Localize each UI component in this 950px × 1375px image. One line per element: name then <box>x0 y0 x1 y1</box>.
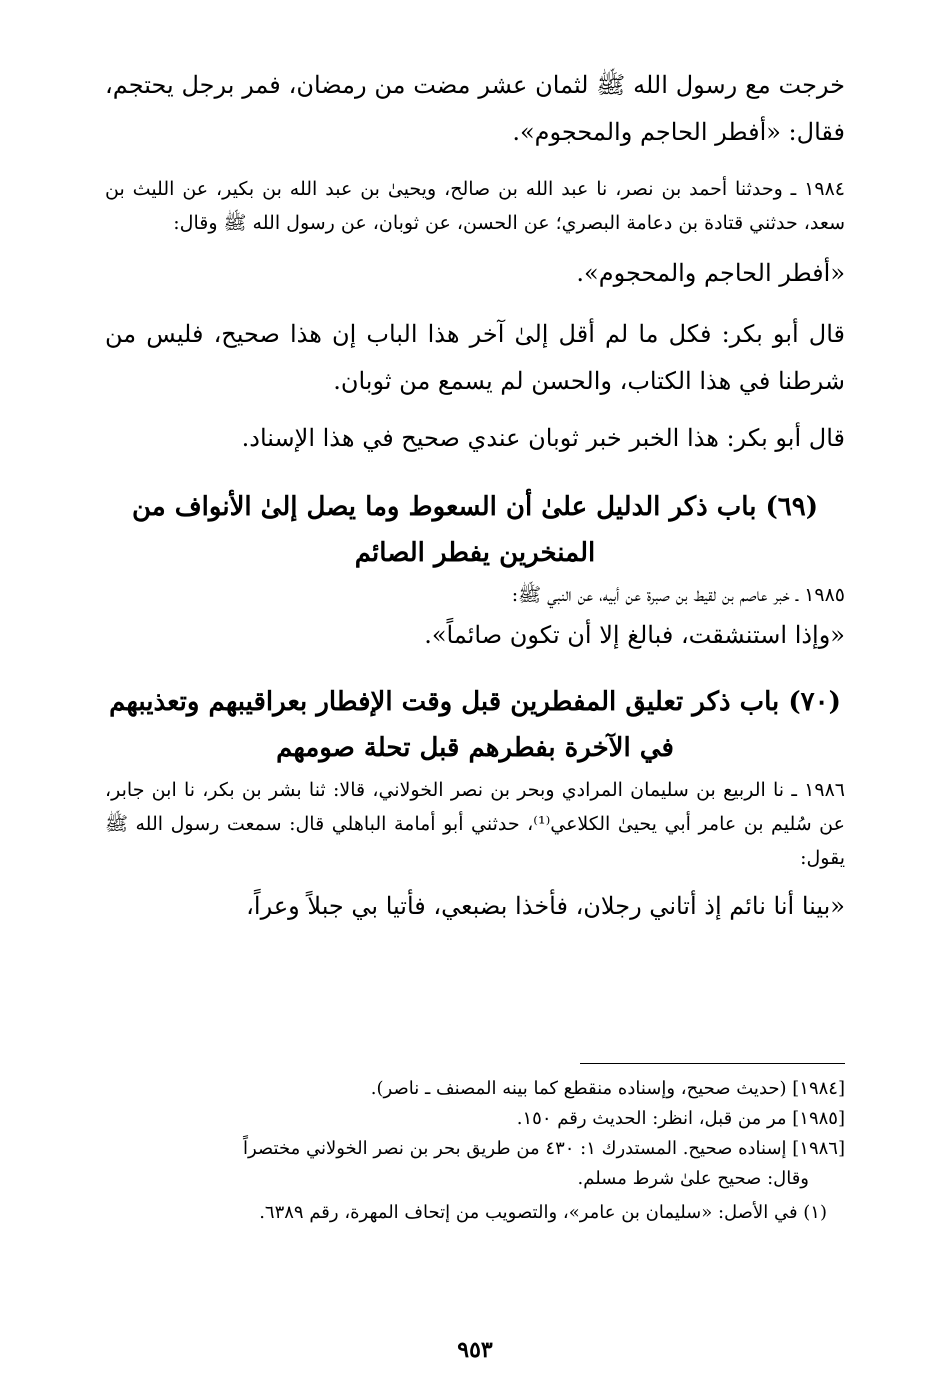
footnote-1985: [١٩٨٥] مر من قبل، انظر: الحديث رقم ١٥٠. <box>516 1108 845 1129</box>
footnote-1986-continuation: وقال: صحيح علىٰ شرط مسلم. <box>577 1168 809 1189</box>
hadith-1985-matn: «وإذا استنشقت، فبالغ إلا أن تكون صائماً». <box>424 621 845 649</box>
author-comment-2: قال أبو بكر: هذا الخبر خبر ثوبان عندي صحيح في هذا الإسناد. <box>241 424 845 452</box>
book-page <box>105 62 845 1363</box>
hadith-1984-isnad: ١٩٨٤ ـ وحدثنا أحمد بن نصر، نا عبد الله بن صالح، ويحيىٰ بن عبد الله بن بكير، عن الليث بن سعد، حدثني قتادة بن دعامة البصري؛ عن الحسن، عن ثوبان، عن رسول الله ﷺ وقال: <box>105 178 845 234</box>
footnotes <box>105 1074 845 1228</box>
chapter-69-heading: (٦٩) باب ذكر الدليل علىٰ أن السعوط وما يصل إلىٰ الأنواف من المنخرين يفطر الصائم <box>131 492 819 568</box>
chapter-70-heading: (٧٠) باب ذكر تعليق المفطرين قبل وقت الإفطار بعراقيبهم وتعذيبهم في الآخرة بفطرهم قبل تحلة صومهم <box>109 687 841 763</box>
footnote-1986: [١٩٨٦] إسناده صحيح. المستدرك ١: ٤٣٠ من طريق بحر بن نصر الخولاني مختصراً <box>243 1138 845 1159</box>
hadith-1986-matn: «بينا أنا نائم إذ أتاني رجلان، فأخذا بضبعي، فأتيا بي جبلاً وعراً، <box>246 892 845 920</box>
intro-paragraph: خرجت مع رسول الله ﷺ لثمان عشر مضت من رمضان، فمر برجل يحتجم، فقال: «أفطر الحاجم والمحجوم». <box>105 71 845 146</box>
hadith-1986-isnad: ١٩٨٦ ـ نا الربيع بن سليمان المرادي وبحر بن نصر الخولاني، قالا: ثنا بشر بن بكر، نا ابن جابر، عن سُليم بن عامر أبي يحيىٰ الكلاعي⁽¹⁾، حدثني أبو أمامة الباهلي قال: سمعت رسول الله ﷺ يقول: <box>105 779 845 869</box>
footnote-1984: [١٩٨٤] (حديث صحيح، وإسناده منقطع كما بينه المصنف ـ ناصر). <box>370 1078 845 1099</box>
footnote-1: (١) في الأصل: «سليمان بن عامر»، والتصويب من إتحاف المهرة، رقم ٦٣٨٩. <box>259 1202 827 1223</box>
page-number: ٩٥٣ <box>457 1337 493 1363</box>
footnote-divider <box>580 1063 845 1064</box>
author-comment-1: قال أبو بكر: فكل ما لم أقل إلىٰ آخر هذا الباب إن هذا صحيح، فليس من شرطنا في هذا الكتاب، والحسن لم يسمع من ثوبان. <box>105 320 845 395</box>
hadith-1984-matn: «أفطر الحاجم والمحجوم». <box>576 259 845 287</box>
hadith-1985-isnad: ١٩٨٥ ـ خبر عاصم بن لقيط بن صبرة عن أبيه، عن النبي ﷺ: <box>511 584 845 606</box>
